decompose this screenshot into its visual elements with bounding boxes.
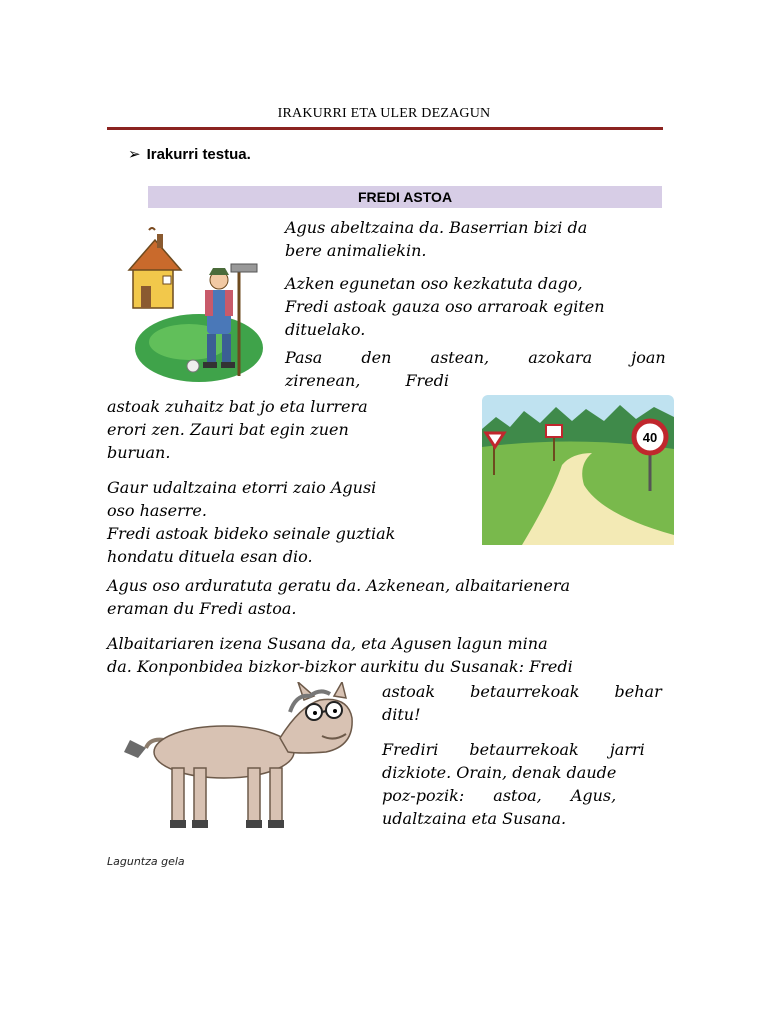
story-title: FREDI ASTOA: [148, 186, 662, 208]
text-line: dituelako.: [285, 320, 366, 339]
text-line: astoak zuhaitz bat jo eta lurrera: [107, 397, 368, 416]
text-line: zirenean, Fredi: [285, 371, 450, 390]
page-header-title: IRAKURRI ETA ULER DEZAGUN: [277, 106, 491, 121]
paragraph-6-end: [382, 680, 662, 726]
footer-label: Laguntza gela: [107, 855, 185, 868]
text-line: astoak betaurrekoak behar: [382, 682, 662, 701]
text-line: Gaur udaltzaina etorri zaio Agusi: [107, 478, 377, 497]
text-line: oso haserre.: [107, 501, 207, 520]
text-line: dizkiote. Orain, denak daude: [382, 763, 617, 782]
text-line: Albaitariaren izena Susana da, eta Agusen lagun mina: [107, 634, 548, 653]
text-line: poz-pozik: astoa, Agus,: [382, 786, 617, 805]
donkey-illustration: [120, 682, 360, 832]
paragraph-1: [285, 216, 663, 262]
paragraph-6: [107, 632, 663, 678]
speed-limit-sign-text: 40: [642, 430, 658, 445]
text-line: Frediri betaurrekoak jarri: [382, 740, 645, 759]
text-line: erori zen. Zauri bat egin zuen: [107, 420, 349, 439]
text-line: bere animaliekin.: [285, 241, 427, 260]
text-line: hondatu dituela esan dio.: [107, 547, 313, 566]
text-line: Pasa den astean, azokara joan: [285, 348, 666, 367]
paragraph-7: [382, 738, 662, 830]
text-line: udaltzaina eta Susana.: [382, 809, 567, 828]
farmer-house-illustration: [127, 226, 267, 386]
text-line: eraman du Fredi astoa.: [107, 599, 297, 618]
text-line: da. Konponbidea bizkor-bizkor aurkitu du Susanak: Fredi: [107, 657, 573, 676]
text-line: Fredi astoak gauza oso arraroak egiten: [285, 297, 605, 316]
text-line: ditu!: [382, 705, 421, 724]
paragraph-5: [107, 574, 663, 620]
text-line: buruan.: [107, 443, 171, 462]
text-line: Fredi astoak bideko seinale guztiak: [107, 524, 396, 543]
paragraph-4: [107, 476, 452, 568]
instruction-text: Irakurri testua.: [146, 146, 251, 163]
text-line: Agus oso arduratuta geratu da. Azkenean, albaitarienera: [107, 576, 570, 595]
text-line: Agus abeltzaina da. Baserrian bizi da: [285, 218, 588, 237]
paragraph-3-start: [285, 346, 666, 392]
text-line: Azken egunetan oso kezkatuta dago,: [285, 274, 583, 293]
paragraph-3-end: [107, 395, 452, 464]
instruction: [128, 145, 251, 163]
arrow-bullet-icon: ➢: [128, 146, 141, 163]
road-scene-illustration: [482, 395, 674, 545]
paragraph-2: [285, 272, 663, 341]
header-divider: [107, 127, 663, 130]
